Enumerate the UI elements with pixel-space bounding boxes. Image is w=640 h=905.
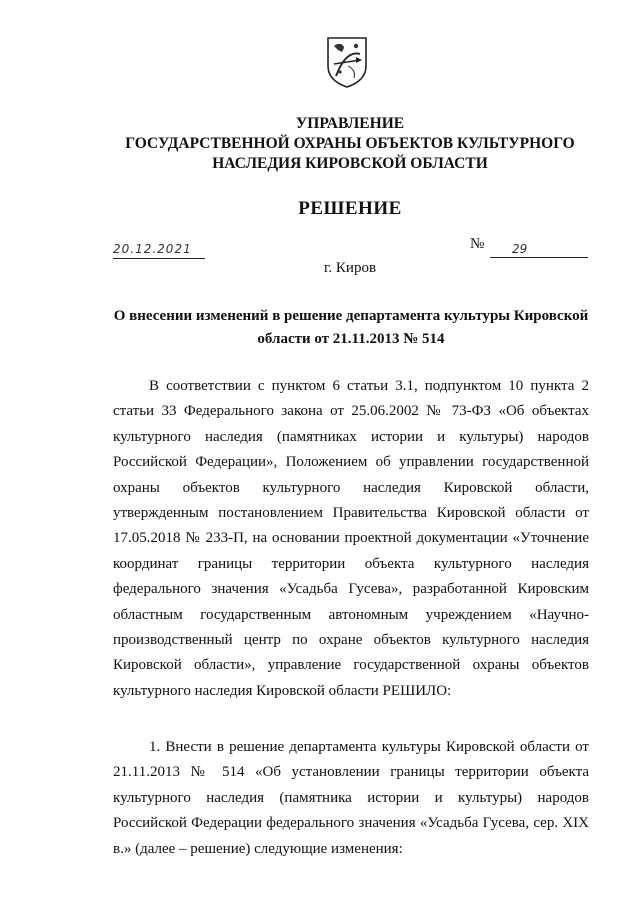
kirov-coat-of-arms-icon <box>326 36 368 88</box>
org-line-1: УПРАВЛЕНИЕ <box>295 115 405 132</box>
body-paragraph-2: 1. Внести в решение департамента культуры Кировской области от 21.11.2013 № 514 «Об установлении границы территории объекта культурного наследия (памятника истории и культуры) народов Российской Федерации федерального значения «Усадьба Гусева, сер. XIX в.» (далее – решение) следующие изменения: <box>113 739 589 857</box>
document-subject: О внесении изменений в решение департамента культуры Кировской области от 21.11.2013 № 514 <box>113 308 589 347</box>
number-sign: № <box>470 236 485 252</box>
body-paragraph-1: В соответствии с пунктом 6 статьи 3.1, подпунктом 10 пункта 2 статьи 33 Федерального закона от 25.06.2002 № 73-ФЗ «Об объектах культурного наследия (памятниках истории и культуры) народов Российской Федерации», Положением об управлении государственной охраны объектов культурного наследия Кировской области, утвержденным постановлением Правительства Кировской области от 17.05.2018 № 233-П, на основании проектной документации «Уточнение координат границы территории объекта культурного наследия федерального значения «Усадьба Гусева», разработанной Кировским областным государственным автономным учреждением «Научно-производственный центр по охране объектов культурного наследия Кировской области», управление государственной охраны объектов культурного наследия Кировской области РЕШИЛО: <box>113 378 589 699</box>
org-line-2: ГОСУДАРСТВЕННОЙ ОХРАНЫ ОБЪЕКТОВ КУЛЬТУРНОГО <box>125 135 575 152</box>
city: г. Киров <box>323 260 377 276</box>
organization-name <box>0 114 640 174</box>
document-type-title: РЕШЕНИЕ <box>298 198 402 219</box>
document-number: 29 <box>490 240 588 258</box>
org-line-3: НАСЛЕДИЯ КИРОВСКОЙ ОБЛАСТИ <box>212 155 488 172</box>
document-date: 20.12.2021 <box>113 240 205 259</box>
